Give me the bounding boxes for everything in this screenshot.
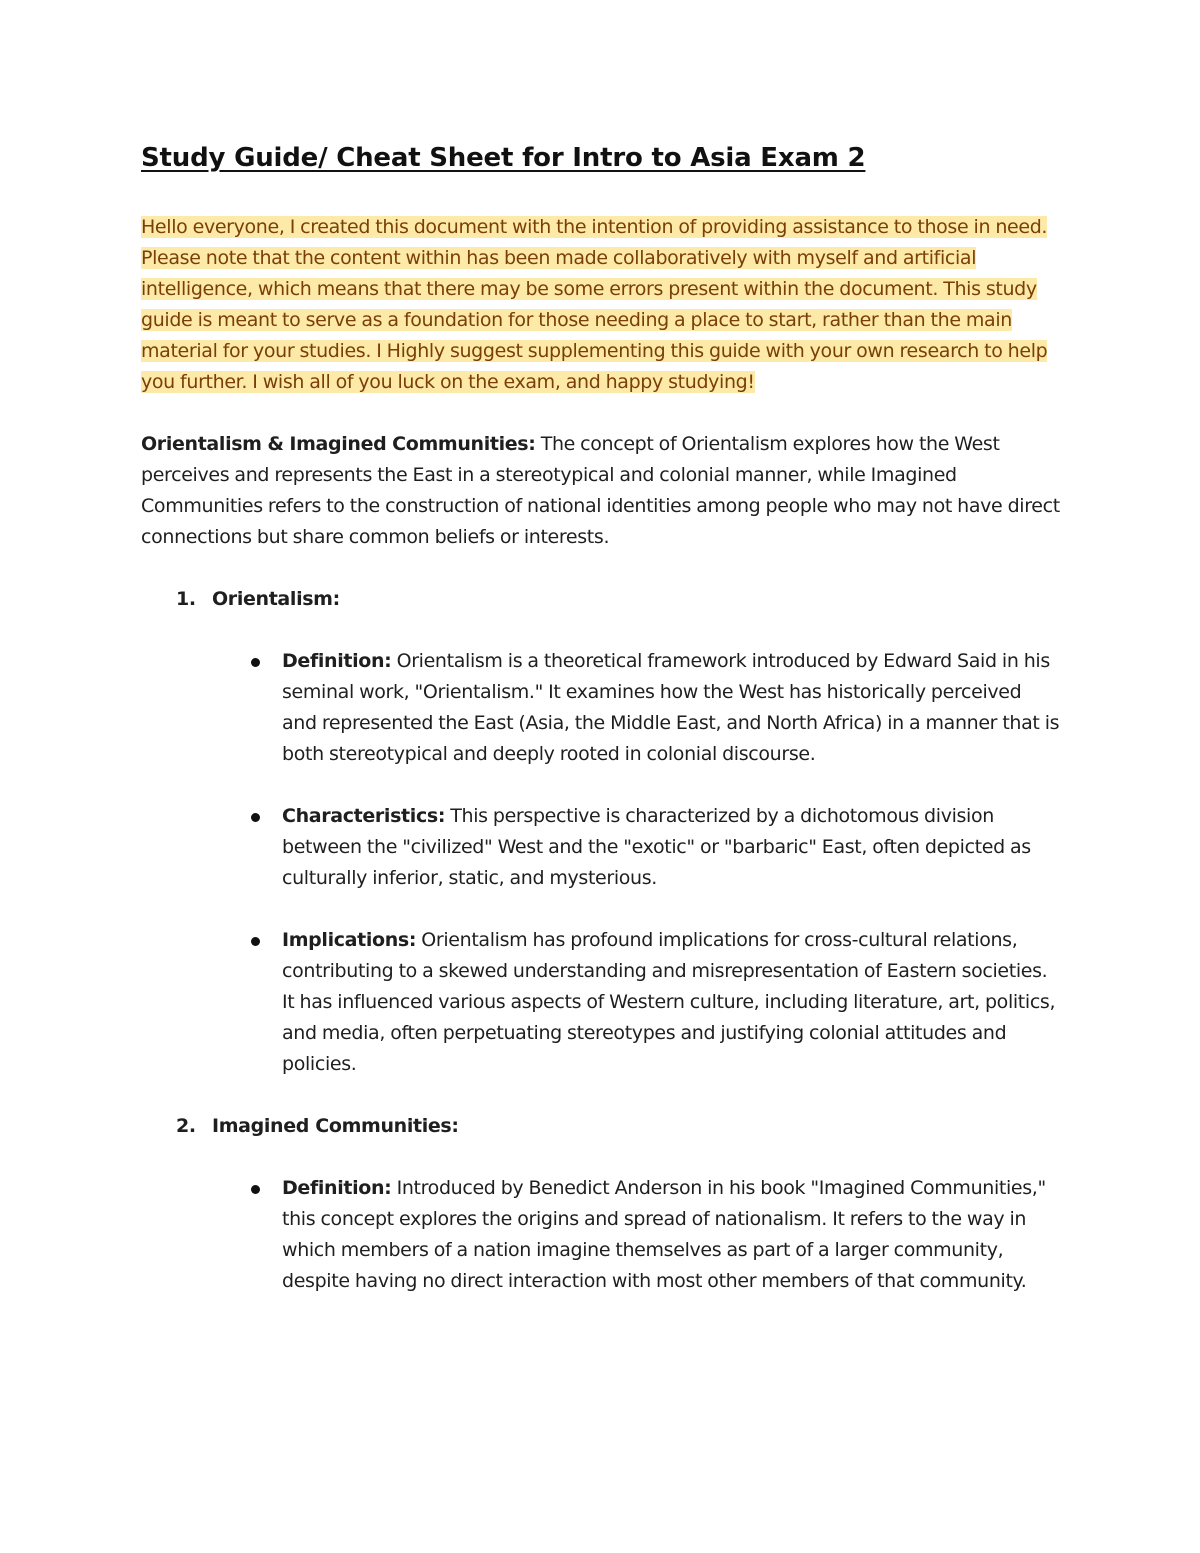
section-imagined-communities <box>141 1111 1060 1297</box>
section-title: Orientalism: <box>212 588 340 610</box>
list-item <box>141 801 1060 894</box>
intro-paragraph <box>141 212 1060 398</box>
section-title: Imagined Communities: <box>212 1115 459 1137</box>
section-number: 1. <box>176 588 196 610</box>
bullet-text: Introduced by Benedict Anderson in his book "Imagined Communities," this concept explores the origins and spread of nationalism. It refers to the way in which members of a nation imagine themselves as part of a larger community, despite having no direct interaction with most other members of that community. <box>282 1177 1046 1292</box>
section-orientalism <box>141 584 1060 1080</box>
section-heading <box>141 584 1060 615</box>
bullet-label: Definition: <box>282 1177 392 1199</box>
document-title: Study Guide/ Cheat Sheet for Intro to Asia Exam 2 <box>141 143 866 173</box>
overview-paragraph <box>141 429 1060 553</box>
bullet-text: This perspective is characterized by a dichotomous division between the "civilized" West and the "exotic" or "barbaric" East, often depicted as culturally inferior, static, and mysterious. <box>282 805 1031 889</box>
bullet-text: Orientalism is a theoretical framework introduced by Edward Said in his seminal work, "Orientalism." It examines how the West has historically perceived and represented the East (Asia, the Middle East, and North Africa) in a manner that is both stereotypical and deeply rooted in colonial discourse. <box>282 650 1060 765</box>
bullet-text: Orientalism has profound implications for cross-cultural relations, contributing to a skewed understanding and misrepresentation of Eastern societies. It has influenced various aspects of Western culture, including literature, art, politics, and media, often perpetuating stereotypes and justifying colonial attitudes and policies. <box>282 929 1056 1075</box>
overview-label: Orientalism & Imagined Communities: <box>141 433 536 455</box>
overview-text: The concept of Orientalism explores how the West perceives and represents the East in a stereotypical and colonial manner, while Imagined Communities refers to the construction of national identities among people who may not have direct connections but share common beliefs or interests. <box>141 433 1060 548</box>
list-item <box>141 1173 1060 1297</box>
bullet-label: Definition: <box>282 650 392 672</box>
bullet-list <box>141 1173 1060 1297</box>
bullet-icon <box>251 658 260 667</box>
list-item <box>141 925 1060 1080</box>
bullet-list <box>141 646 1060 1080</box>
section-number: 2. <box>176 1115 196 1137</box>
bullet-icon <box>251 937 260 946</box>
intro-highlight: Hello everyone, I created this document with the intention of providing assistance to those in need. Please note that the content within has been made collaboratively with myself and artificial intelligence, which means that there may be some errors present within the document. This study guide is meant to serve as a foundation for those needing a place to start, rather than the main material for your studies. I Highly suggest supplementing this guide with your own research to help you further. I wish all of you luck on the exam, and happy studying! <box>141 216 1048 393</box>
bullet-icon <box>251 813 260 822</box>
bullet-label: Characteristics: <box>282 805 446 827</box>
bullet-icon <box>251 1185 260 1194</box>
section-heading <box>141 1111 1060 1142</box>
bullet-label: Implications: <box>282 929 417 951</box>
list-item <box>141 646 1060 770</box>
